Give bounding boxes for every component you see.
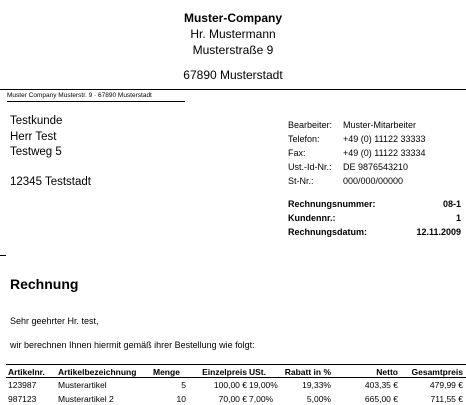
contact-value-ustid: DE 9876543210 — [343, 162, 409, 172]
column-header-menge: Menge — [153, 367, 180, 377]
recipient-salutation: Herr Test — [10, 131, 57, 143]
cell-bezeichnung: Musterartikel 2 — [58, 394, 114, 404]
table-header-divider — [6, 377, 466, 378]
cell-netto: 403,35 € — [364, 380, 398, 390]
recipient-name: Testkunde — [10, 115, 63, 127]
invoice-number-label: Rechnungsnummer: — [288, 199, 376, 209]
column-header-artikelnr: Artikelnr. — [8, 367, 45, 377]
cell-ust: 7,00% — [249, 394, 274, 404]
header-divider — [0, 89, 466, 90]
column-header-netto: Netto — [376, 367, 398, 377]
cell-bezeichnung: Musterartikel — [58, 380, 107, 390]
cell-artikelnr: 987123 — [8, 394, 37, 404]
sender-underline — [7, 101, 185, 102]
contact-label-bearbeiter: Bearbeiter: — [288, 120, 333, 130]
cell-artikelnr: 123987 — [8, 380, 37, 390]
invoice-date-value: 12.11.2009 — [416, 227, 461, 237]
invoice-number-value: 08-1 — [442, 199, 461, 209]
cell-netto: 665,00 € — [364, 394, 398, 404]
contact-label-ustid: Ust.-Id-Nr.: — [288, 162, 332, 172]
company-name: Muster-Company — [183, 11, 282, 25]
sender-line: Muster Company Musterstr. 9 · 67890 Musterstadt — [7, 92, 152, 99]
cell-einzelpreis: 70,00 € — [218, 394, 247, 404]
column-header-rabatt: Rabatt in % — [284, 367, 331, 377]
customer-number-value: 1 — [455, 213, 461, 223]
cell-menge: 10 — [176, 394, 186, 404]
cell-gesamtpreis: 479,99 € — [429, 380, 463, 390]
column-header-einzelpreis: Einzelpreis — [202, 367, 247, 377]
company-city: 67890 Musterstadt — [183, 68, 283, 82]
intro-text: wir berechnen Ihnen hiermit gemäß ihrer Bestellung wie folgt: — [10, 340, 255, 350]
cell-gesamtpreis: 711,55 € — [430, 394, 463, 404]
document-title: Rechnung — [10, 276, 79, 292]
customer-number-label: Kundennr.: — [288, 213, 336, 223]
column-header-ust: USt. — [249, 367, 266, 377]
invoice-date-label: Rechnungsdatum: — [288, 227, 368, 237]
greeting-text: Sehr geehrter Hr. test, — [10, 316, 99, 326]
cell-menge: 5 — [181, 380, 186, 390]
recipient-city: 12345 Teststadt — [10, 176, 91, 188]
column-header-bezeichnung: Artikelbezeichnung — [58, 367, 137, 377]
column-header-gesamtpreis: Gesamtpreis — [411, 367, 463, 377]
contact-value-fax: +49 (0) 11122 33334 — [343, 148, 426, 158]
contact-value-bearbeiter: Muster-Mitarbeiter — [343, 120, 417, 130]
contact-label-telefon: Telefon: — [288, 134, 320, 144]
company-person: Hr. Mustermann — [190, 27, 276, 41]
contact-label-stnr: St-Nr.: — [288, 176, 314, 186]
contact-value-telefon: +49 (0) 11122 33333 — [343, 134, 426, 144]
cell-rabatt: 5,00% — [306, 394, 331, 404]
fold-mark — [0, 255, 6, 256]
recipient-street: Testweg 5 — [10, 146, 62, 158]
cell-rabatt: 19,33% — [302, 380, 331, 390]
contact-label-fax: Fax: — [288, 148, 306, 158]
table-top-border — [6, 364, 466, 365]
cell-einzelpreis: 100,00 € — [213, 380, 247, 390]
company-street: Musterstraße 9 — [192, 43, 274, 57]
contact-value-stnr: 000/000/00000 — [343, 176, 404, 186]
cell-ust: 19,00% — [249, 380, 278, 390]
